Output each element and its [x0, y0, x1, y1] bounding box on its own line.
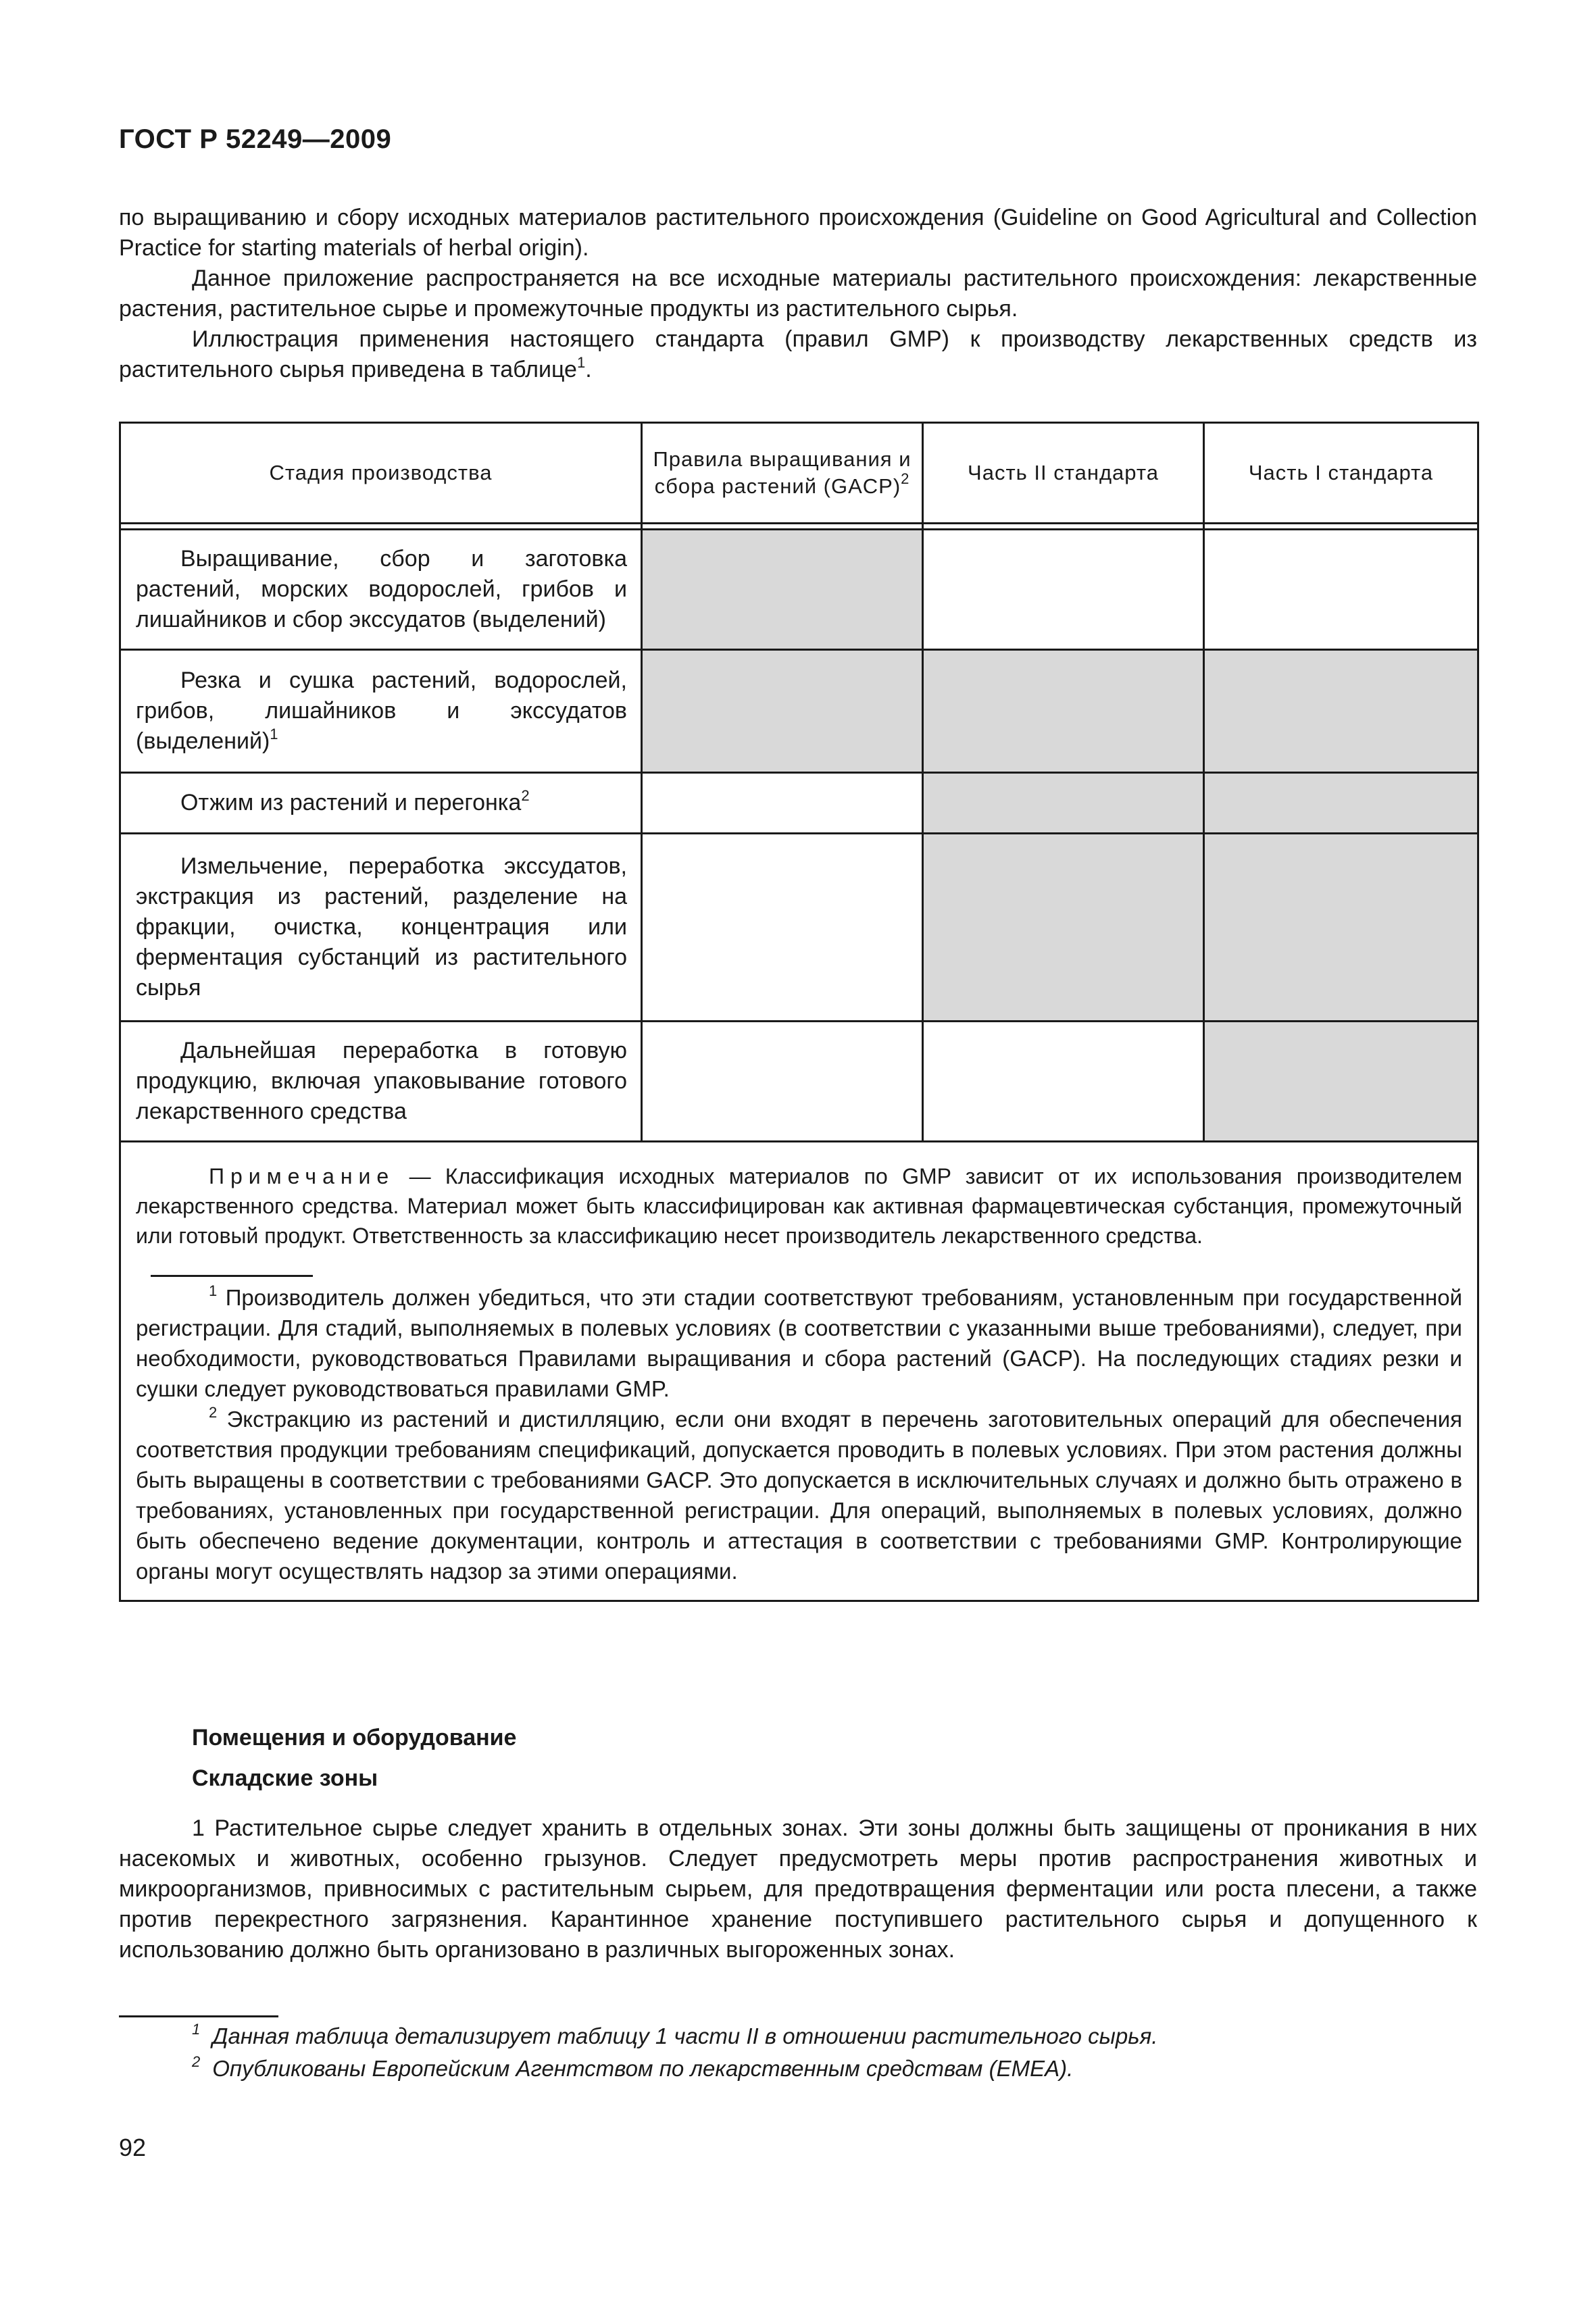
subsection-heading: Складские зоны: [192, 1765, 378, 1791]
part1-cell-shaded: [1204, 650, 1478, 773]
table-row: [120, 834, 1478, 1022]
stage-cell: Дальнейшая переработка в готовую продукцию, включая упаковывание готового лекарственного средства: [120, 1022, 642, 1142]
table-row: [120, 650, 1478, 773]
header-part1: Часть I стандарта: [1204, 423, 1478, 524]
part2-cell: [923, 1022, 1204, 1142]
header-stage: Стадия производства: [120, 423, 642, 524]
part2-cell: [923, 530, 1204, 650]
document-id: ГОСТ Р 52249—2009: [119, 124, 392, 154]
part1-cell: [1204, 530, 1478, 650]
page-footnote-2: $^2$ Опубликованы Европейским Агентством по лекарственным средствам (EMEA).: [192, 2053, 1074, 2081]
table-header-row: [120, 423, 1478, 524]
intro-paragraph-1: по выращиванию и сбору исходных материалов растительного происхождения (Guideline on Good Agricultural and Collection Practice for starting materials of herbal origin).: [119, 205, 1477, 261]
gacp-cell: [642, 834, 923, 1022]
footnote-divider: [151, 1275, 313, 1277]
intro-paragraph-3: Иллюстрация применения настоящего стандарта (правил GMP) к производству лекарственных средств из растительного сырья приведена в таблице$^1$.: [119, 326, 1477, 382]
part2-cell-shaded: [923, 834, 1204, 1022]
table-footnote-2: $^2$ Экстракцию из растений и дистилляцию, если они входят в перечень заготовительных операций для обеспечения соответствия продукции требованиям спецификаций, допускается проводить в полевых условиях. При этом растения должны быть выращены в соответствии с требованиями GACP. Это допускается в исключительных случаях и должно быть отражено в требованиях, установленных при государственной регистрации. Для операций, выполняемых в полевых условиях, должно быть обеспечено ведение документации, контроль и аттестация в соответствии с требованиями GMP. Контролирующие органы могут осуществлять надзор за этими операциями.: [136, 1404, 1462, 1584]
part1-cell-shaded: [1204, 834, 1478, 1022]
gacp-cell-shaded: [642, 650, 923, 773]
intro-paragraph-2: Данное приложение распространяется на все исходные материалы растительного происхождения: лекарственные растения, растительное сырье и промежуточные продукты из растительного сырья.: [119, 266, 1477, 322]
part2-cell-shaded: [923, 650, 1204, 773]
header-part2: Часть II стандарта: [923, 423, 1204, 524]
page-footnote-divider: [119, 2015, 278, 2017]
header-separator: [120, 524, 1478, 530]
gacp-cell: [642, 773, 923, 834]
stage-cell: Измельчение, переработка экссудатов, экстракция из растений, разделение на фракции, очистка, концентрация или ферментация субстанций из растительного сырья: [120, 834, 642, 1022]
table-note-row: [120, 1142, 1478, 1601]
section-paragraph: 1 Растительное сырье следует хранить в отдельных зонах. Эти зоны должны быть защищены от проникания в них насекомых и животных, особенно грызунов. Следует предусмотреть меры против распространения животных и микроорганизмов, привносимых с растительным сырьем, для предотвращения ферментации или роста плесени, а также против перекрестного загрязнения. Карантинное хранение поступившего растительного сырья и допущенного к использованию должно быть организовано в различных выгороженных зонах.: [119, 1815, 1477, 1963]
stage-cell: Отжим из растений и перегонка$^2$: [120, 773, 642, 834]
gacp-cell-shaded: [642, 530, 923, 650]
table-note-cell: [120, 1142, 1478, 1601]
header-gacp: Правила выращивания и сбора растений (GACP)$^2$: [642, 423, 923, 524]
table-row: [120, 530, 1478, 650]
table-note: Примечание — Классификация исходных материалов по GMP зависит от их использования производителем лекарственного средства. Материал может быть классифицирован как активная фармацевтическая субстанция, промежуточный или готовый продукт. Ответственность за классификацию несет производитель лекарственного средства.: [136, 1164, 1462, 1248]
section-heading: Помещения и оборудование: [192, 1725, 517, 1751]
footnote-ref: 1: [576, 354, 586, 371]
part1-cell-shaded: [1204, 1022, 1478, 1142]
page-footnotes: [119, 2020, 1477, 2085]
stage-cell: Выращивание, сбор и заготовка растений, морских водорослей, грибов и лишайников и сбор экссудатов (выделений): [120, 530, 642, 650]
page-footnote-1: $^1$ Данная таблица детализирует таблицу 1 части II в отношении растительного сырья.: [192, 2021, 1158, 2048]
page-number: 92: [119, 2134, 147, 2161]
table-row: [120, 1022, 1478, 1142]
part2-cell-shaded: [923, 773, 1204, 834]
part1-cell-shaded: [1204, 773, 1478, 834]
gmp-stages-table: [119, 422, 1479, 1602]
gacp-cell: [642, 1022, 923, 1142]
table-footnote-1: $^1$ Производитель должен убедиться, что эти стадии соответствуют требованиям, установленным при государственной регистрации. Для стадий, выполняемых в полевых условиях (в соответствии с указанными выше требованиями), следует, при необходимости, руководствоваться Правилами выращивания и сбора растений (GACP). На последующих стадиях резки и сушки следует руководствоваться правилами GMP.: [136, 1282, 1462, 1401]
intro-text: [119, 203, 1477, 385]
table-row: [120, 773, 1478, 834]
stage-cell: Резка и сушка растений, водорослей, грибов, лишайников и экссудатов (выделений)$^1$: [120, 650, 642, 773]
